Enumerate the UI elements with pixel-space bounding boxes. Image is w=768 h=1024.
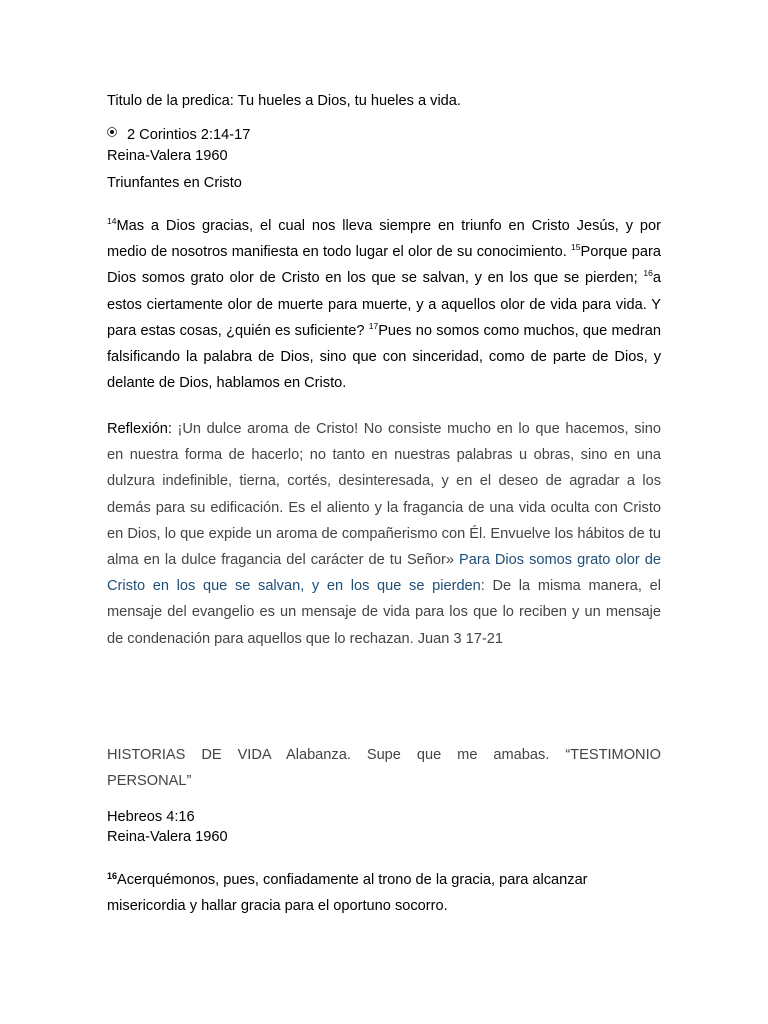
verse-number: 16 [643,268,653,279]
passage2-text [107,867,661,919]
reflection-text-continued: : De la misma manera, el mensaje del evangelio es un mensaje de vida para los que lo reciben y un mensaje de condenación para aquellos que lo rechazan. Juan 3 17-21 [107,578,661,647]
passage2-reference: Hebreos 4:16 [107,809,195,825]
sermon-title: Titulo de la predica: Tu hueles a Dios, tu hueles a vida. [107,93,461,109]
verse-text: Acerquémonos, pues, confiadamente al trono de la gracia, para alcanzar misericordia y hallar gracia para el oportuno socorro. [107,872,588,915]
passage2-version: Reina-Valera 1960 [107,829,228,845]
verse-text: Mas a Dios gracias, el cual nos lleva siempre en triunfo en Cristo Jesús, y por medio de nosotros manifiesta en todo lugar el olor de su conocimiento. [107,218,661,261]
verse-number: 16 [107,871,118,881]
passage-version: Reina-Valera 1960 [107,148,228,164]
passage-reference: 2 Corintios 2:14-17 [127,127,251,143]
verse-number: 15 [571,242,581,253]
radio-bullet-icon [107,127,117,137]
reflection-highlight: Para Dios somos grato olor de Cristo en los que se salvan, y en los que se pierden [107,552,661,595]
verse-text: Pues no somos como muchos, que medran falsificando la palabra de Dios, sino que con sinceridad, como de parte de Dios, y delante de Dios, hablamos en Cristo. [107,322,662,392]
verse-text: Porque para Dios somos grato olor de Cristo en los que se salvan, y en los que se pierden; [107,244,662,287]
reflection-label: Reflexión: [107,421,172,437]
verse-number: 14 [107,216,117,226]
reflection-text: ¡Un dulce aroma de Cristo! No consiste mucho en lo que hacemos, sino en nuestra forma de hacerlo; no tanto en nuestras palabras u obras, sino en una dulzura indefinible, tierna, cortés, desinteresada, y en el deseo de agradar a los demás para su edificación. Es el aliento y la fragancia de una vida oculta con Cristo en Dios, lo que expide un aroma de compañerismo con Él. Envuelve los hábitos de tu alma en la dulce fragancia del carácter de tu Señor» [107,421,661,569]
passage-heading: Triunfantes en Cristo [107,175,242,191]
passage-reference-row [107,126,250,144]
verse-number: 17 [368,320,379,331]
verse-text: a estos ciertamente olor de muerte para muerte, y a aquellos olor de vida para vida. Y para estas cosas, ¿quién es suficiente? [107,270,661,339]
reflection-paragraph [107,416,661,652]
passage-text [107,213,661,396]
stories-heading: HISTORIAS DE VIDA Alabanza. Supe que me amabas. “TESTIMONIO PERSONAL” [107,747,661,790]
